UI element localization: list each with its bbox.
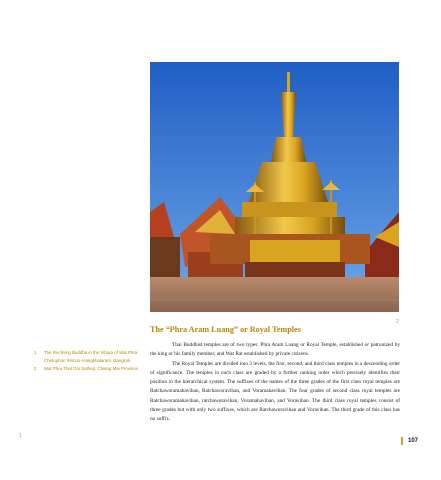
- photo-figure-number: 2: [396, 319, 399, 325]
- caption-item: [34, 365, 142, 373]
- caption-number: 2: [34, 366, 37, 372]
- paragraph-royal-temples: The Royal Temples are divided into 3 levels, the first, second, and third class temples in a descending order of significance. The temples in each class are graded by a further ranking order which precisely identifies their position in the hierarchical system. The suffixes of the names of the three grades of the first class royal temples are Ratchaworamahavihan, Ratchaworavihan, and Voramahavihan. The four grades of second class royal temples are Ratchaworamahavihan, ratchaworavihan, Voramahavihan, and Voravihan. The third class royal temples consist of three grades but with only two suffixes, which are Ratchaworavihan and Voravihan. The third grade of this class has no suffix.: [150, 360, 400, 423]
- page-number: 107: [401, 437, 418, 445]
- caption-text: Wat Phra That Doi Suthep, Chiang Mai Province: [44, 366, 138, 372]
- caption-text: The Reclining Buddha in the Vihara of Wat Phra Chetuphon Wimon-mangkhalaram, Bangkok: [44, 350, 138, 363]
- left-figure-number: 1: [19, 433, 22, 439]
- caption-list: [34, 349, 142, 374]
- temple-photo: [150, 62, 399, 312]
- body-text: [150, 341, 400, 425]
- caption-item: [34, 349, 142, 364]
- section-heading: The “Phra Aram Luang” or Royal Temples: [150, 325, 301, 334]
- paragraph-intro: Thai Buddhist temples are of two types: Phra Aram Luang or Royal Temple, established or patronized by the king or his family member, and Wat Rat established by private citizens.: [150, 342, 400, 358]
- caption-number: 1: [34, 350, 37, 355]
